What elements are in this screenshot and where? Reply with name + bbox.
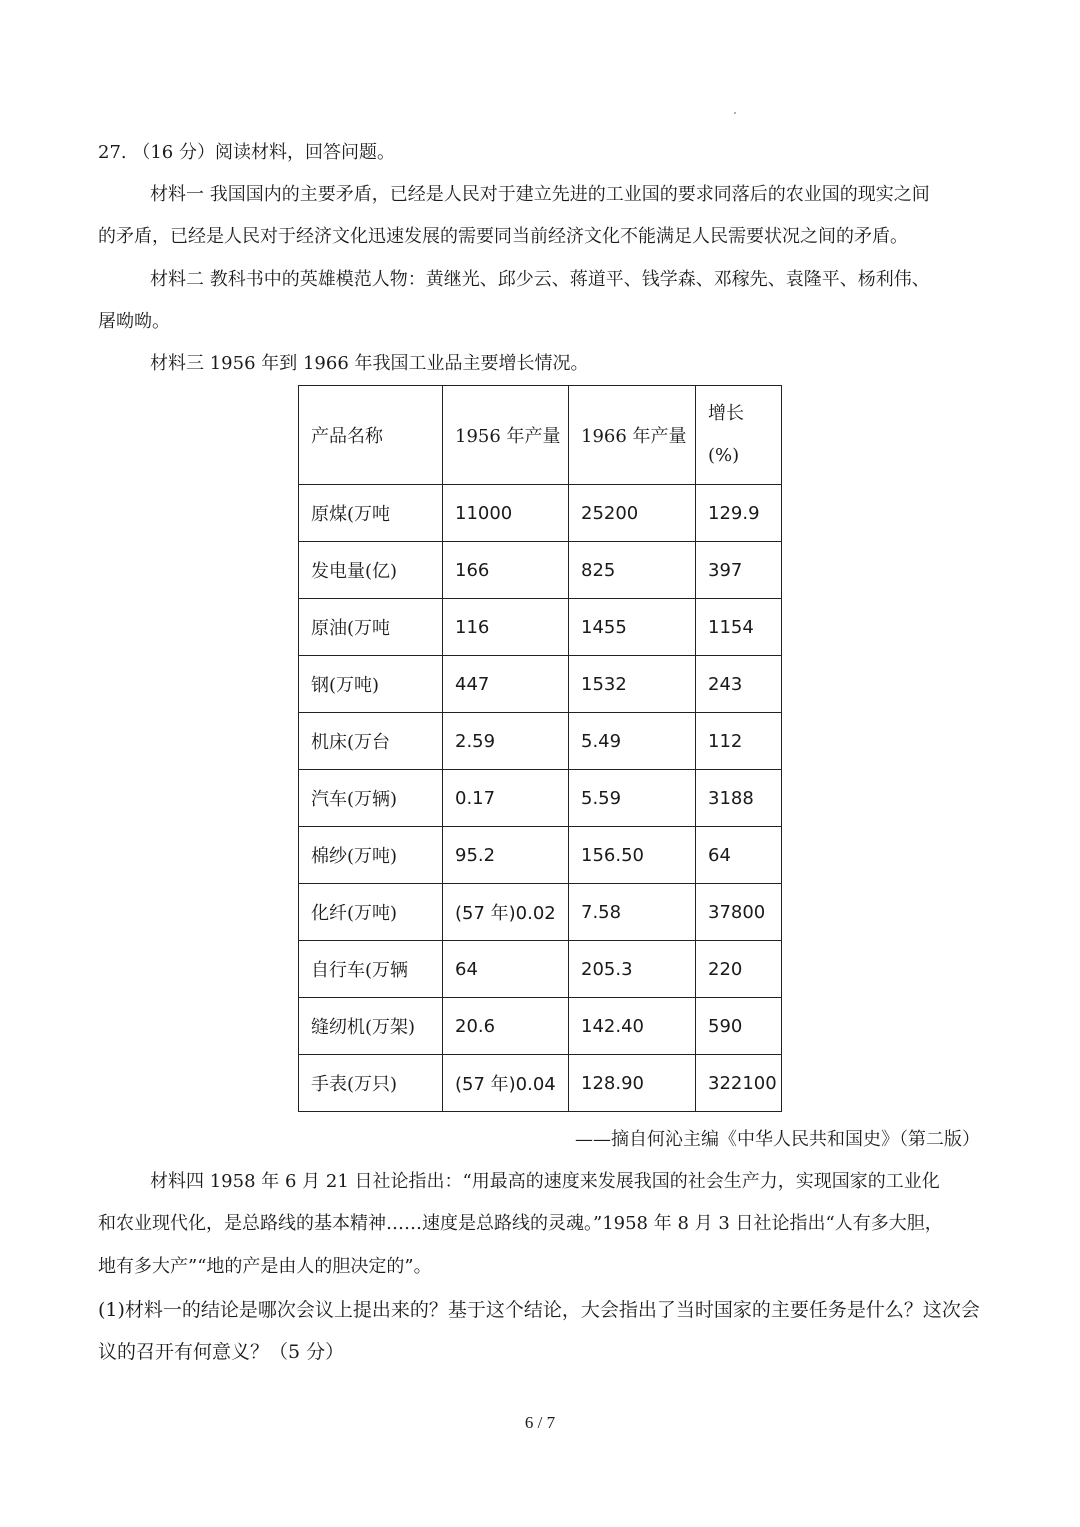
sub-question-1-line-1: (1)材料一的结论是哪次会议上提出来的？基于这个结论，大会指出了当时国家的主要任务是什么？这次会 [98,1299,980,1321]
table-source-citation: ——摘自何沁主编《中华人民共和国史》（第二版） [575,1129,980,1150]
cell-product: 原煤(万吨 [299,485,443,542]
cell-growth: 64 [696,827,782,884]
cell-1966: 825 [569,542,696,599]
cell-1956: 116 [443,599,569,656]
table-row [299,599,782,656]
cell-1956: 64 [443,941,569,998]
cell-1966: 156.50 [569,827,696,884]
header-1956-output: 1956 年产量 [443,386,569,485]
header-growth-label: 增长 [708,403,744,424]
table-row [299,542,782,599]
cell-1966: 128.90 [569,1055,696,1112]
header-1966-output: 1966 年产量 [569,386,696,485]
cell-1956: 95.2 [443,827,569,884]
cell-1966: 1455 [569,599,696,656]
table-row [299,941,782,998]
cell-1966: 1532 [569,656,696,713]
header-growth-unit: (%) [708,445,740,466]
cell-growth: 112 [696,713,782,770]
cell-product: 原油(万吨 [299,599,443,656]
table-row [299,1055,782,1112]
cell-1956: 166 [443,542,569,599]
cell-product: 棉纱(万吨) [299,827,443,884]
material-four-line-1: 材料四 1958 年 6 月 21 日社论指出：“用最高的速度来发展我国的社会生产力，实现国家的工业化 [150,1171,940,1192]
material-two-line-1: 材料二 教科书中的英雄模范人物：黄继光、邱少云、蒋道平、钱学森、邓稼先、袁隆平、杨利伟、 [150,269,930,290]
cell-1966: 5.49 [569,713,696,770]
table-row [299,827,782,884]
table-row [299,656,782,713]
page-number: 6 / 7 [524,1413,556,1432]
cell-growth: 322100 [696,1055,782,1112]
cell-1966: 7.58 [569,884,696,941]
sub-question-1-line-2: 议的召开有何意义？（5 分） [98,1341,345,1363]
cell-1956: 0.17 [443,770,569,827]
table-header-row [299,386,782,485]
table-row [299,485,782,542]
table-row [299,884,782,941]
cell-1956: 2.59 [443,713,569,770]
cell-1956: 447 [443,656,569,713]
cell-product: 钢(万吨) [299,656,443,713]
question-header: 27. （16 分）阅读材料，回答问题。 [98,142,395,163]
cell-growth: 397 [696,542,782,599]
cell-1956: 11000 [443,485,569,542]
cell-product: 发电量(亿) [299,542,443,599]
material-four-line-2: 和农业现代化，是总路线的基本精神……速度是总路线的灵魂。”1958 年 8 月 3 日社论指出“人有多大胆， [98,1213,943,1234]
material-three-line-1: 材料三 1956 年到 1966 年我国工业品主要增长情况。 [150,353,589,374]
material-one-line-1: 材料一 我国国内的主要矛盾，已经是人民对于建立先进的工业国的要求同落后的农业国的现实之间 [150,184,930,205]
cell-growth: 1154 [696,599,782,656]
cell-growth: 243 [696,656,782,713]
cell-1956: (57 年)0.02 [443,884,569,941]
cell-product: 缝纫机(万架) [299,998,443,1055]
material-four-line-3: 地有多大产”“地的产是由人的胆决定的”。 [98,1256,432,1277]
cell-growth: 37800 [696,884,782,941]
cell-1966: 205.3 [569,941,696,998]
table-row [299,713,782,770]
material-two-line-2: 屠呦呦。 [98,311,170,332]
cell-1956: (57 年)0.04 [443,1055,569,1112]
cell-1966: 5.59 [569,770,696,827]
cell-product: 汽车(万辆) [299,770,443,827]
cell-1966: 25200 [569,485,696,542]
header-growth [696,386,782,485]
cell-product: 自行车(万辆 [299,941,443,998]
cell-growth: 129.9 [696,485,782,542]
cell-1966: 142.40 [569,998,696,1055]
cell-product: 机床(万台 [299,713,443,770]
cell-growth: 220 [696,941,782,998]
header-product-name: 产品名称 [299,386,443,485]
cell-product: 手表(万只) [299,1055,443,1112]
scan-dot [734,112,736,114]
cell-1956: 20.6 [443,998,569,1055]
industrial-growth-table [298,385,782,1112]
cell-growth: 590 [696,998,782,1055]
table-row [299,998,782,1055]
material-one-line-2: 的矛盾，已经是人民对于经济文化迅速发展的需要同当前经济文化不能满足人民需要状况之间的矛盾。 [98,226,908,247]
cell-growth: 3188 [696,770,782,827]
cell-product: 化纤(万吨) [299,884,443,941]
table-row [299,770,782,827]
